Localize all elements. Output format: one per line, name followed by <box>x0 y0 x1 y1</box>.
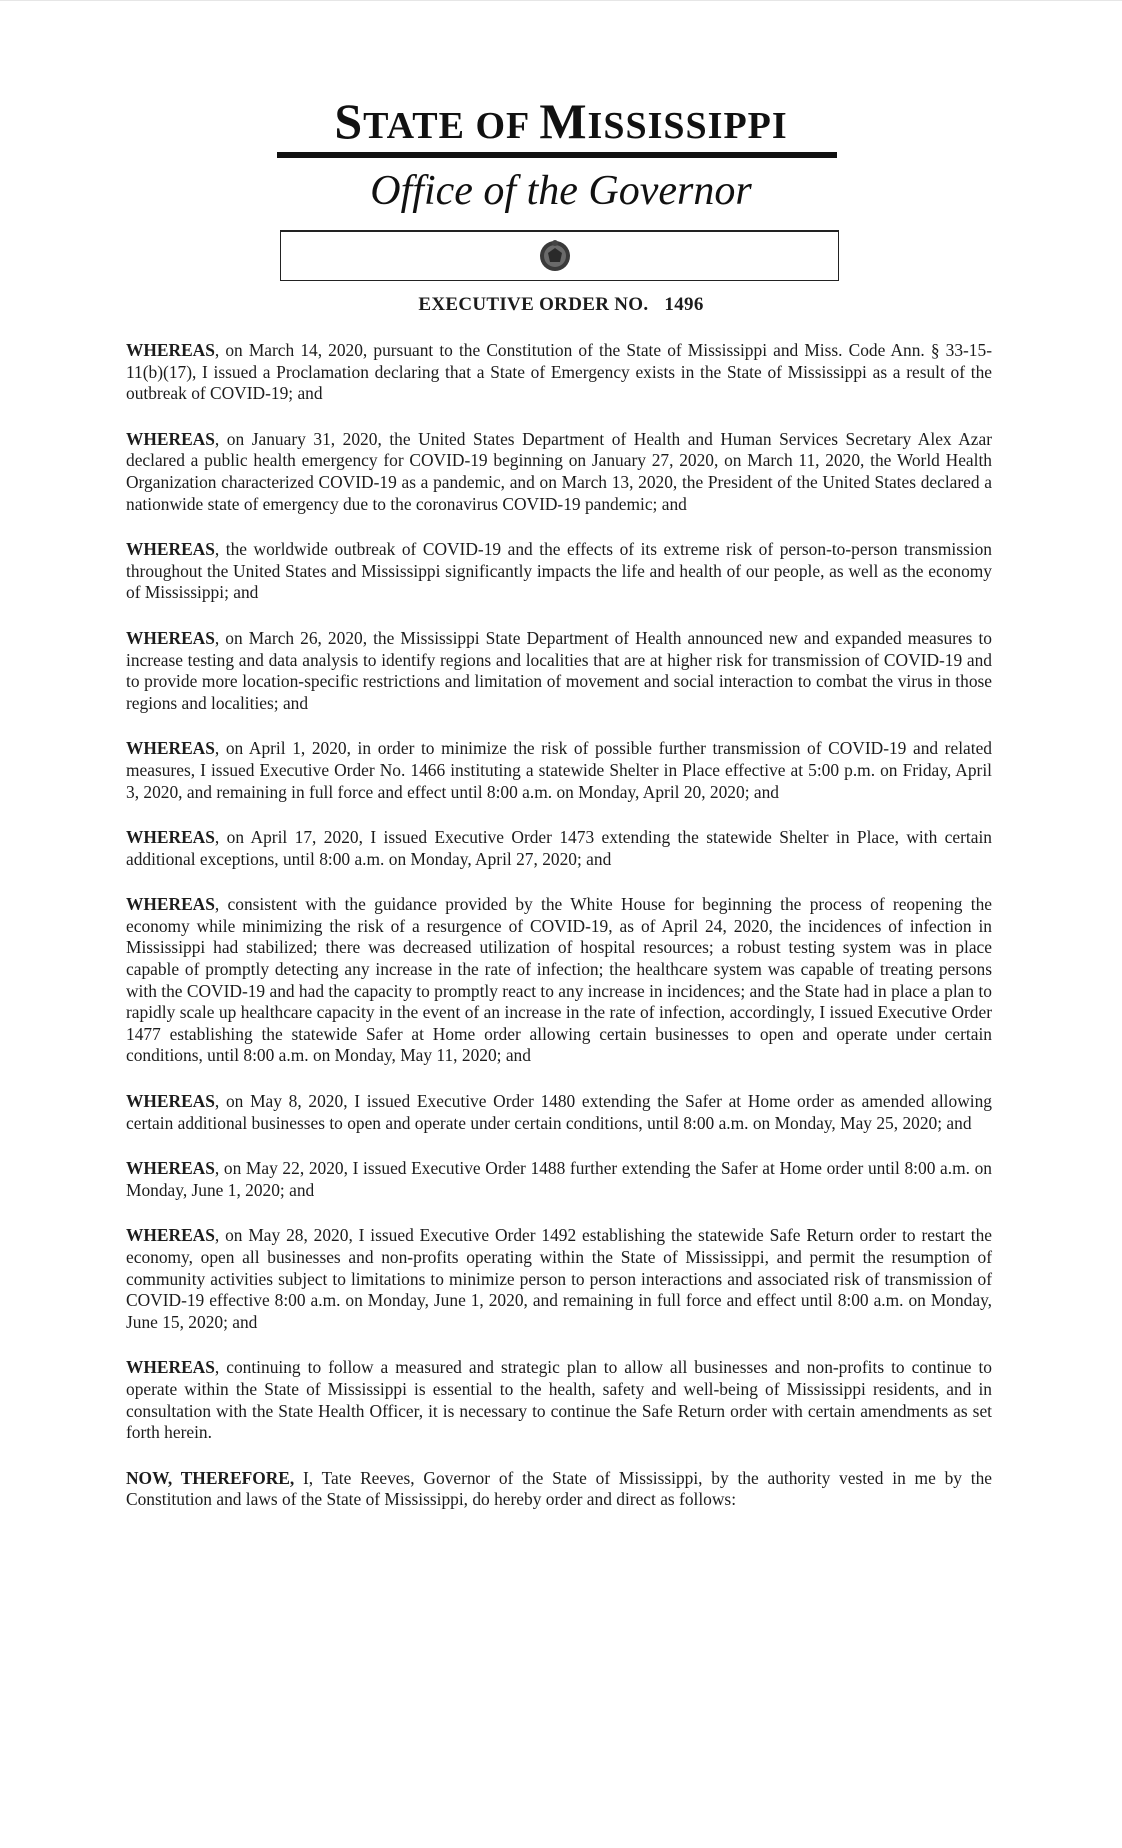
order-body <box>126 340 992 1535</box>
order-number: 1496 <box>664 294 704 315</box>
scan-top-edge <box>0 0 1122 1</box>
order-label: EXECUTIVE ORDER NO. <box>418 294 649 315</box>
whereas-paragraph: WHEREAS, on March 26, 2020, the Mississippi State Department of Health announced new and expanded measures to increase testing and data analysis to identify regions and localities that are at higher risk for transmission of COVID-19 and to provide more location-specific restrictions and limitation of movement and social interaction to combat the virus in those regions and localities; and <box>126 627 992 713</box>
whereas-paragraph: WHEREAS, on May 28, 2020, I issued Executive Order 1492 establishing the statewide Safe Return order to restart the economy, open all businesses and non-profits operating within the State of Mississippi, and permit the resumption of community activities subject to limitations to minimize person to person interactions and associated risk of transmission of COVID-19 effective 8:00 a.m. on Monday, June 1, 2020, and remaining in full force and effect until 8:00 a.m. on Monday, June 15, 2020; and <box>126 1225 992 1332</box>
letterhead <box>0 92 1122 155</box>
whereas-paragraph: WHEREAS, continuing to follow a measured and strategic plan to allow all businesses and non-profits to continue to operate within the State of Mississippi is essential to the health, safety and well-being of Mississippi residents, and in consultation with the State Health Officer, it is necessary to continue the Safe Return order with certain amendments as set forth herein. <box>126 1357 992 1443</box>
whereas-paragraph: WHEREAS, on April 1, 2020, in order to minimize the risk of possible further transmission of COVID-19 and related measures, I issued Executive Order No. 1466 instituting a statewide Shelter in Place effective at 5:00 p.m. on Friday, April 3, 2020, and remaining in full force and effect until 8:00 a.m. on Monday, April 20, 2020; and <box>126 738 992 802</box>
whereas-paragraph: WHEREAS, on May 8, 2020, I issued Executive Order 1480 extending the Safer at Home order as amended allowing certain additional businesses to open and operate under certain conditions, until 8:00 a.m. on Monday, May 25, 2020; and <box>126 1091 992 1133</box>
state-seal-icon <box>538 238 572 272</box>
whereas-paragraph: WHEREAS, on May 22, 2020, I issued Executive Order 1488 further extending the Safer at Home order until 8:00 a.m. on Monday, June 1, 2020; and <box>126 1158 992 1200</box>
letterhead-rule <box>277 152 837 158</box>
office-title: Office of the Governor <box>370 168 752 214</box>
whereas-paragraph: WHEREAS, the worldwide outbreak of COVID-19 and the effects of its extreme risk of person-to-person transmission throughout the United States and Mississippi significantly impacts the life and health of our people, as well as the economy of Mississippi; and <box>126 539 992 603</box>
executive-order-number <box>0 294 1122 316</box>
state-title: STATE OF MISSISSIPPI <box>334 93 788 149</box>
whereas-paragraph: WHEREAS, consistent with the guidance provided by the White House for beginning the process of reopening the economy while minimizing the risk of a resurgence of COVID-19, as of April 24, 2020, the incidences of infection in Mississippi had stabilized; there was decreased utilization of hospital resources; a robust testing system was in place capable of promptly detecting any increase in the rate of infection; the healthcare system was capable of treating persons with the COVID-19 and had the capacity to promptly react to any increase in incidences; and the State had in place a plan to rapidly scale up healthcare capacity in the event of an increase in the rate of infection, accordingly, I issued Executive Order 1477 establishing the statewide Safer at Home order allowing certain businesses to open and operate under certain conditions, until 8:00 a.m. on Monday, May 11, 2020; and <box>126 894 992 1066</box>
whereas-paragraph: WHEREAS, on April 17, 2020, I issued Executive Order 1473 extending the statewide Shelter in Place, with certain additional exceptions, until 8:00 a.m. on Monday, April 27, 2020; and <box>126 827 992 869</box>
whereas-paragraph: WHEREAS, on March 14, 2020, pursuant to the Constitution of the State of Mississippi and Miss. Code Ann. § 33-15-11(b)(17), I issued a Proclamation declaring that a State of Emergency exists in the State of Mississippi as a result of the outbreak of COVID-19; and <box>126 340 992 404</box>
now-therefore-paragraph: NOW, THEREFORE, I, Tate Reeves, Governor of the State of Mississippi, by the authority vested in me by the Constitution and laws of the State of Mississippi, do hereby order and direct as follows: <box>126 1467 992 1510</box>
whereas-paragraph: WHEREAS, on January 31, 2020, the United States Department of Health and Human Services Secretary Alex Azar declared a public health emergency for COVID-19 beginning on January 27, 2020, on March 11, 2020, the World Health Organization characterized COVID-19 as a pandemic, and on March 13, 2020, the President of the United States declared a nationwide state of emergency due to the coronavirus COVID-19 pandemic; and <box>126 428 992 514</box>
